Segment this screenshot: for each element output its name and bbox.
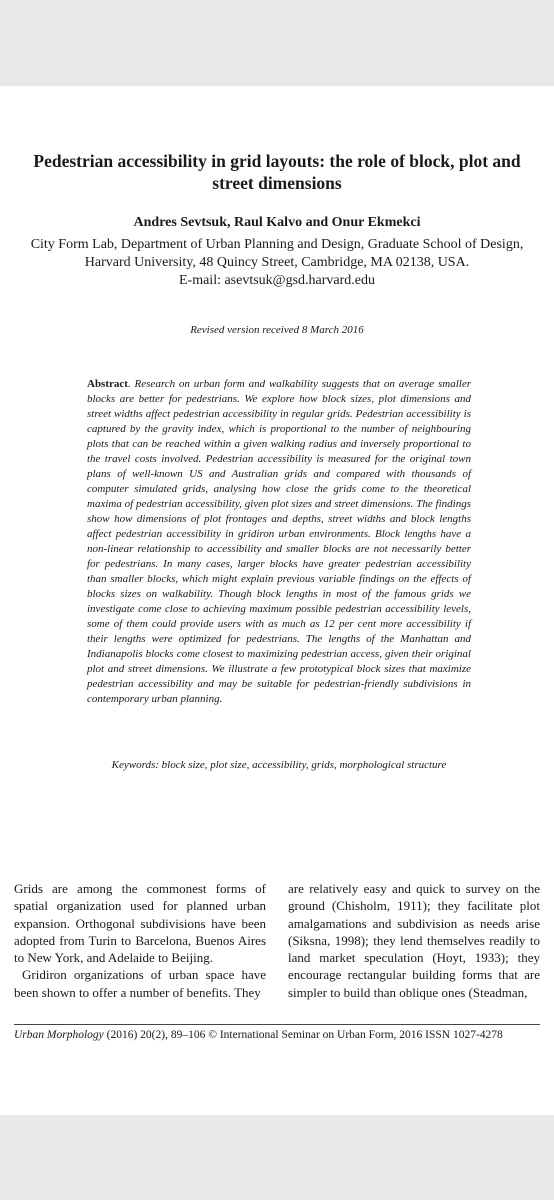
abstract-label: Abstract xyxy=(87,378,128,390)
affiliation xyxy=(18,236,536,290)
email-line: E-mail: asevtsuk@gsd.harvard.edu xyxy=(178,273,375,288)
keywords: Keywords: block size, plot size, accessibility, grids, morphological structure xyxy=(111,759,447,771)
body-paragraph: Gridiron organizations of urban space have been shown to offer a number of benefits. They xyxy=(14,967,266,1000)
authors: Andres Sevtsuk, Raul Kalvo and Onur Ekmekci xyxy=(133,215,421,230)
bottom-margin-bar xyxy=(0,1115,554,1200)
body-paragraph: are relatively easy and quick to survey on the ground (Chisholm, 1911); they facilitate plot amalgamations and subdivision as needs arise (Siksna, 1998); they lend themselves readily to land market speculation (Hoyt, 1933); they encourage rectangular building forms that are simpler to build than oblique ones (Steadman, xyxy=(288,881,540,1000)
top-margin-bar xyxy=(0,0,554,86)
abstract-text: . Research on urban form and walkability suggests that on average smaller blocks are better for pedestrians. We explore how block sizes, plot dimensions and street widths affect pedestrian accessibility in regular grids. Pedestrian accessibility is captured by the gravity index, which is proportional to the number of neighbouring plots that can be reached within a given walking radius and inversely proportional to the travel costs involved. Pedestrian accessibility is measured for the original town plans of well-known US and Australian grids and compared with thousands of computer simulated grids, analysing how close the grids come to the theoretical maxima of pedestrian accessibility, given plot sizes and street dimensions. The findings show how dimensions of plot frontages and depths, street widths and block lengths affect pedestrian accessibility in gridiron urban environments. Block lengths have a non-linear relationship to accessibility and smaller blocks are not necessarily better for pedestrians. In many cases, larger blocks have greater pedestrian accessibility than smaller blocks, which might explain previous variable findings on the effects of blocks sizes on walkability. Though block lengths in most of the famous grids we investigate come close to achieving maximum possible pedestrian accessibility levels, some of them could provide users with as much as 12 per cent more accessibility if their lengths were optimized for pedestrians. The lengths of the Manhattan and Indianapolis blocks come closest to maximizing pedestrian access, given their original plot and street dimensions. We illustrate a few prototypical block sizes that maximize pedestrian accessibility and may be suitable for pedestrian-friendly subdivisions in contemporary urban planning. xyxy=(87,378,471,705)
abstract xyxy=(87,377,471,707)
affiliation-line: City Form Lab, Department of Urban Planning and Design, Graduate School of Design, xyxy=(30,237,524,252)
body-column-right xyxy=(288,880,540,1001)
body-paragraph: Grids are among the commonest forms of spatial organization used for planned urban expansion. Orthogonal subdivisions have been adopted from Turin to Barcelona, Buenos Aires to New York, and Adelaide to Beijing. xyxy=(14,881,266,966)
journal-name: Urban Morphology xyxy=(14,1029,104,1041)
paper-title: Pedestrian accessibility in grid layouts: the role of block, plot and street dimensions xyxy=(33,151,521,193)
journal-citation: (2016) 20(2), 89–106 © International Seminar on Urban Form, 2016 ISSN 1027-4278 xyxy=(103,1029,503,1041)
affiliation-line: Harvard University, 48 Quincy Street, Cambridge, MA 02138, USA. xyxy=(84,255,470,270)
revised-date: Revised version received 8 March 2016 xyxy=(190,324,364,336)
body-column-left xyxy=(14,880,266,1001)
journal-footer xyxy=(14,1029,554,1041)
footer-divider xyxy=(14,1024,540,1025)
